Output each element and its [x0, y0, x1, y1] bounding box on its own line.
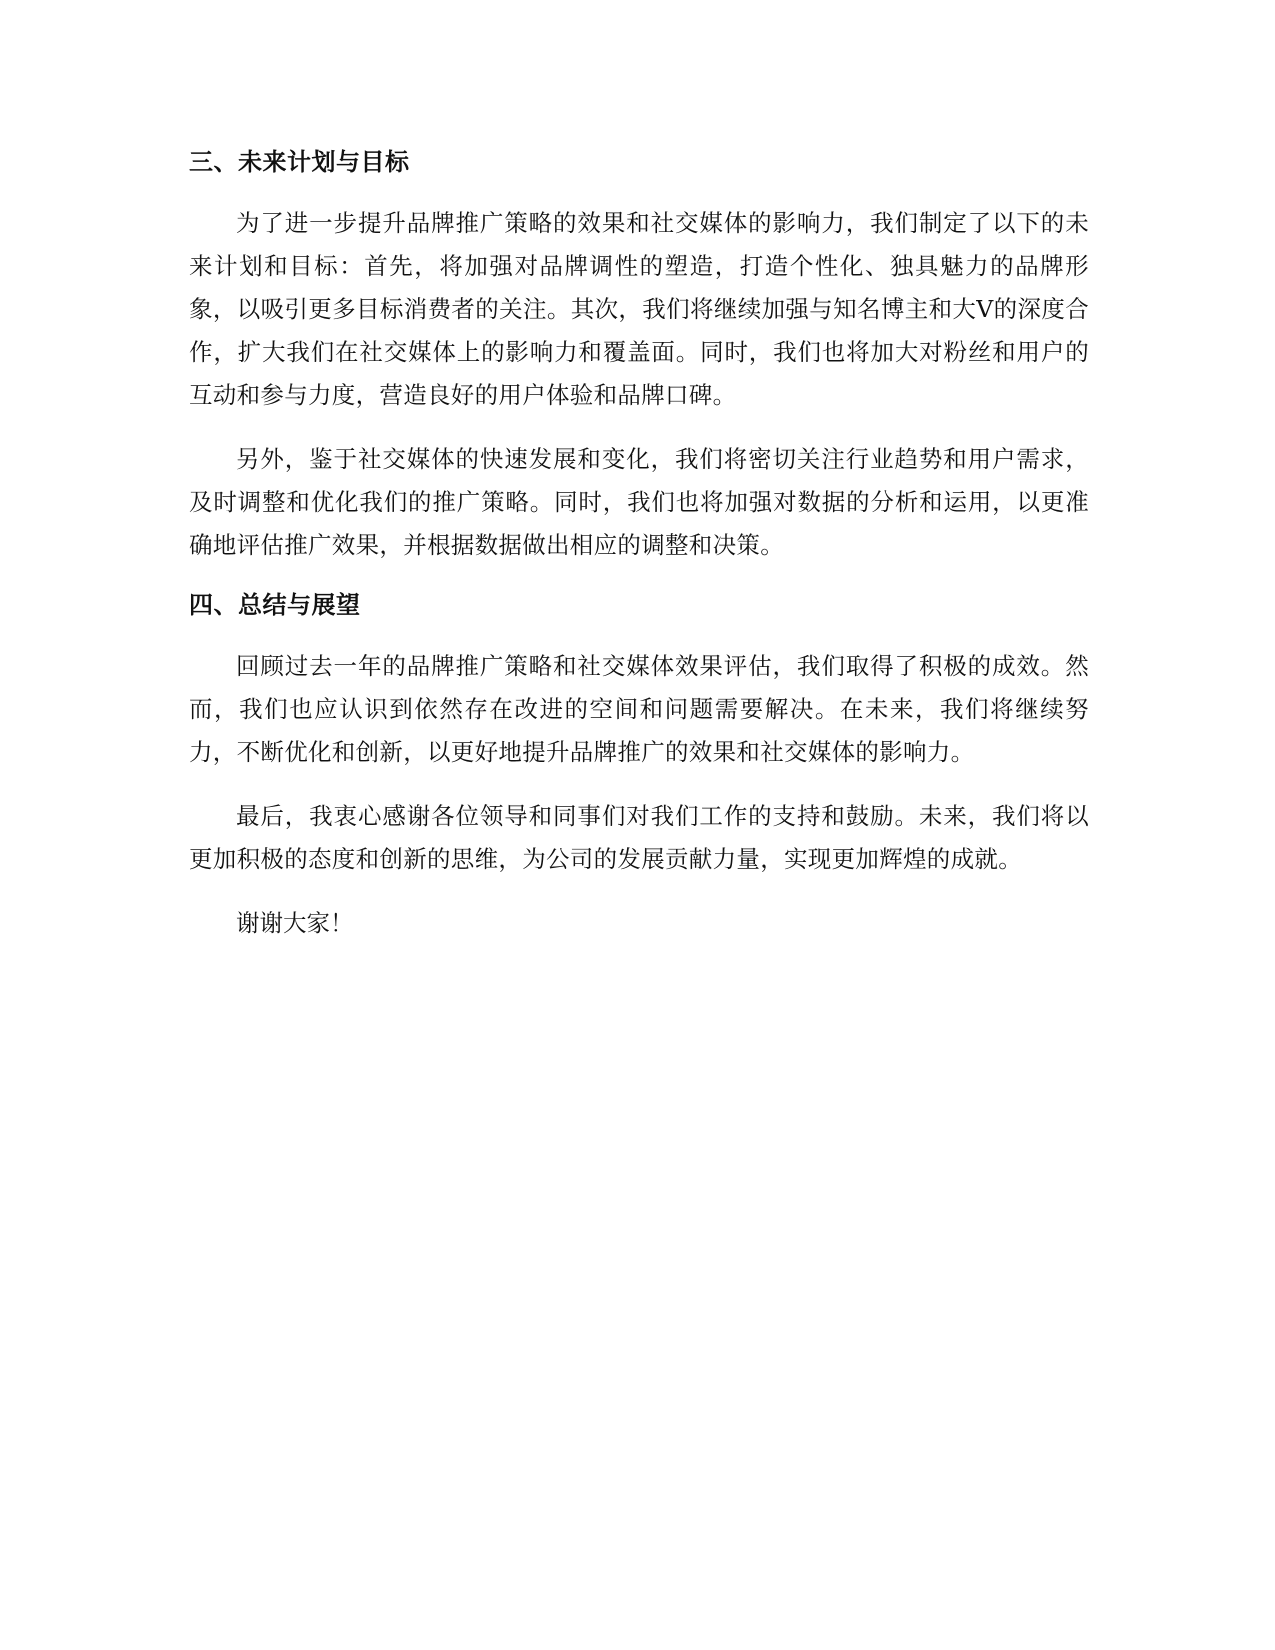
- section-heading-summary: 四、总结与展望: [189, 591, 361, 619]
- paragraph-review: 回顾过去一年的品牌推广策略和社交媒体效果评估，我们取得了积极的成效。然而，我们也应认识到依然存在改进的空间和问题需要解决。在未来，我们将继续努力，不断优化和创新，以更好地提升品牌推广的效果和社交媒体的影响力。: [189, 652, 1089, 766]
- closing-thanks: 谢谢大家！: [236, 909, 354, 937]
- paragraph-acknowledgement: 最后，我衷心感谢各位领导和同事们对我们工作的支持和鼓励。未来，我们将以更加积极的态度和创新的思维，为公司的发展贡献力量，实现更加辉煌的成就。: [189, 802, 1089, 873]
- paragraph-strategy-adjustment: 另外，鉴于社交媒体的快速发展和变化，我们将密切关注行业趋势和用户需求，及时调整和优化我们的推广策略。同时，我们也将加强对数据的分析和运用，以更准确地评估推广效果，并根据数据做出相应的调整和决策。: [189, 445, 1089, 559]
- paragraph-future-plans: 为了进一步提升品牌推广策略的效果和社交媒体的影响力，我们制定了以下的未来计划和目标：首先，将加强对品牌调性的塑造，打造个性化、独具魅力的品牌形象，以吸引更多目标消费者的关注。其次，我们将继续加强与知名博主和大V的深度合作，扩大我们在社交媒体上的影响力和覆盖面。同时，我们也将加大对粉丝和用户的互动和参与力度，营造良好的用户体验和品牌口碑。: [189, 209, 1089, 409]
- document-body: [189, 146, 1089, 945]
- section-heading-future-plans: 三、未来计划与目标: [189, 148, 410, 176]
